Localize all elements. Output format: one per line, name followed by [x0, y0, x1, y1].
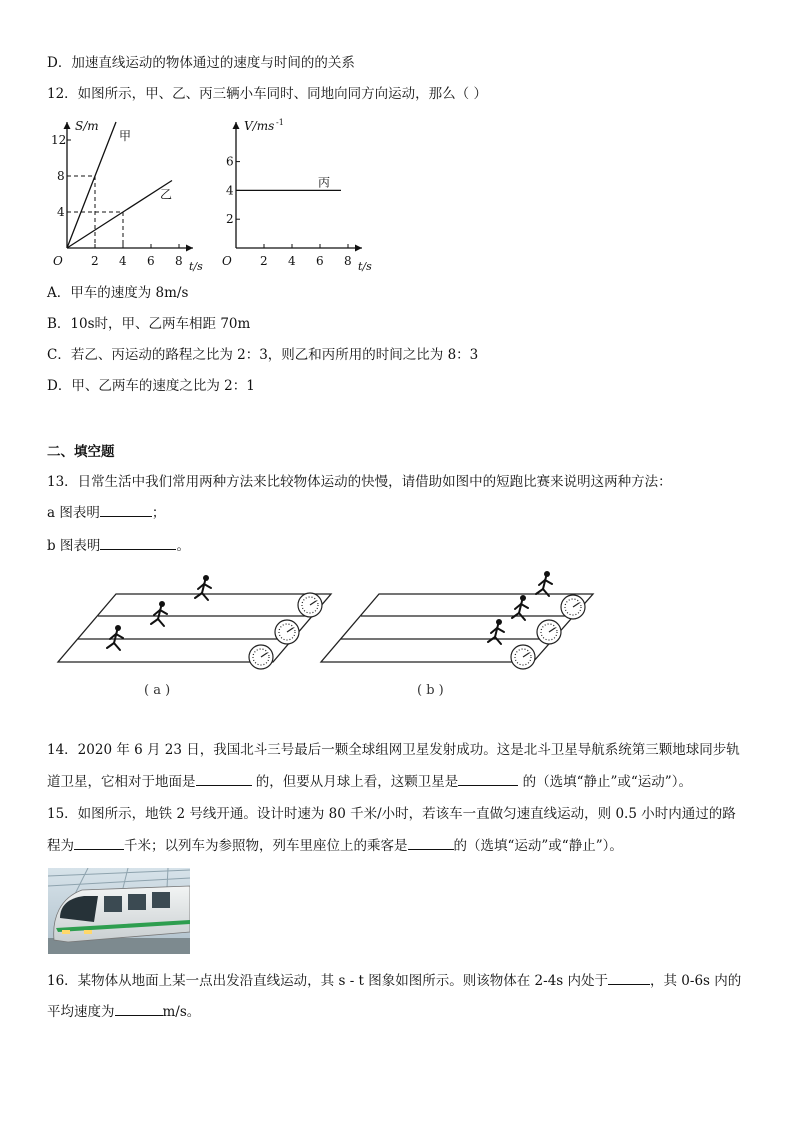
q12-option-d: D．甲、乙两车的速度之比为 2：1 — [47, 378, 255, 394]
x-axis-arrow — [355, 245, 362, 252]
q13-b-suffix: 。 — [176, 538, 190, 554]
y-tick-label: 6 — [226, 154, 234, 169]
x-axis-label: t/s — [189, 260, 203, 272]
q15-blank-2[interactable] — [408, 835, 454, 850]
q16-text-b2: m/s。 — [162, 1004, 201, 1020]
y-axis-label: S/m — [75, 119, 99, 133]
y-tick-label: 8 — [57, 169, 65, 183]
q16-text-a: 16．某物体从地面上某一点出发沿直线运动，其 s - t 图象如图所示。则该物体在 2-4s 内处于 — [47, 973, 609, 989]
series-label: 丙 — [318, 175, 331, 190]
q14-text-b: 的，但要从月球上看，这颗卫星是 — [251, 774, 459, 790]
q16-line1 — [47, 970, 741, 991]
q15-text-c: 的（选填“运动”或“静止”）。 — [453, 838, 623, 854]
y-tick-label: 4 — [57, 205, 65, 219]
q13-stem: 13．日常生活中我们常用两种方法来比较物体运动的快慢，请借助如图中的短跑比赛来说明这两种方法： — [47, 474, 672, 490]
q16-text-a2: 平均速度为 — [47, 1004, 115, 1020]
st-graph — [45, 112, 215, 272]
q12-option-b: B．10s时，甲、乙两车相距 70m — [47, 316, 251, 332]
q13-a-line — [47, 502, 165, 523]
q13-a-suffix: ； — [151, 505, 166, 521]
origin-label: O — [53, 254, 63, 268]
y-axis-arrow — [64, 122, 71, 129]
x-tick-label: 8 — [344, 254, 352, 268]
y-axis-label: V/ms — [244, 119, 275, 133]
series-label: 乙 — [160, 187, 173, 202]
q13-b-blank[interactable] — [100, 535, 176, 550]
q16-line2 — [47, 1001, 200, 1022]
q14-line1: 14．2020 年 6 月 23 日，我国北斗三号最后一颗全球组网卫星发射成功。这是北斗卫星导航系统第三颗地球同步轨 — [47, 742, 740, 758]
q14-text-c: 的（选填“静止”或“运动”）。 — [518, 774, 692, 790]
x-tick-label: 4 — [119, 254, 127, 268]
x-tick-label: 6 — [147, 254, 155, 268]
caption-a: ( a ) — [144, 683, 171, 698]
q16-blank-2[interactable] — [115, 1001, 163, 1016]
q13-a-blank[interactable] — [100, 502, 152, 517]
caption-b: ( b ) — [417, 683, 444, 698]
q11-option-d: D．加速直线运动的物体通过的速度与时间的的关系 — [47, 55, 355, 71]
series-line-乙 — [67, 181, 172, 249]
q13-b-line — [47, 535, 190, 556]
q12-option-a: A．甲车的速度为 8m/s — [47, 285, 189, 301]
q16-blank-1[interactable] — [608, 970, 650, 985]
q14-line2 — [47, 771, 692, 792]
q14-blank-2[interactable] — [458, 771, 518, 786]
q14-blank-1[interactable] — [196, 771, 252, 786]
q15-line2 — [47, 835, 623, 856]
race-figure-a — [48, 566, 348, 701]
x-tick-label: 6 — [316, 254, 324, 268]
q15-line1: 15．如图所示，地铁 2 号线开通。设计时速为 80 千米/小时，若该车一直做匀速直线运动，则 0.5 小时内通过的路 — [47, 806, 736, 822]
series-label: 甲 — [119, 129, 132, 143]
y-tick-label: 12 — [51, 133, 67, 147]
subway-train-image — [48, 868, 190, 954]
section-heading: 二、填空题 — [47, 444, 115, 460]
q12-stem: 12．如图所示，甲、乙、丙三辆小车同时、同地向同方向运动，那么（ ） — [47, 86, 487, 102]
q12-option-c: C．若乙、丙运动的路程之比为 2：3，则乙和丙所用的时间之比为 8：3 — [47, 347, 479, 363]
x-axis-label: t/s — [358, 260, 372, 272]
q13-b-prefix: b 图表明 — [47, 538, 101, 554]
y-tick-label: 4 — [226, 183, 234, 198]
x-tick-label: 4 — [288, 254, 296, 268]
q15-blank-1[interactable] — [74, 835, 124, 850]
q14-text-a: 道卫星，它相对于地面是 — [47, 774, 196, 790]
vt-graph — [214, 112, 384, 272]
x-tick-label: 2 — [91, 254, 99, 268]
origin-label: O — [222, 254, 232, 268]
q15-text-a: 程为 — [47, 838, 74, 854]
x-tick-label: 2 — [260, 254, 268, 268]
x-axis-arrow — [186, 245, 193, 252]
q15-text-b: 千米；以列车为参照物，列车里座位上的乘客是 — [124, 838, 408, 854]
series-line-甲 — [67, 122, 116, 248]
y-tick-label: 2 — [226, 212, 234, 227]
x-tick-label: 8 — [175, 254, 183, 268]
y-axis-arrow — [233, 122, 240, 129]
q16-text-b: ，其 0-6s 内的 — [650, 973, 742, 989]
y-axis-label-sup: -1 — [276, 118, 284, 127]
q13-a-prefix: a 图表明 — [47, 505, 100, 521]
race-figure-b — [313, 566, 603, 701]
